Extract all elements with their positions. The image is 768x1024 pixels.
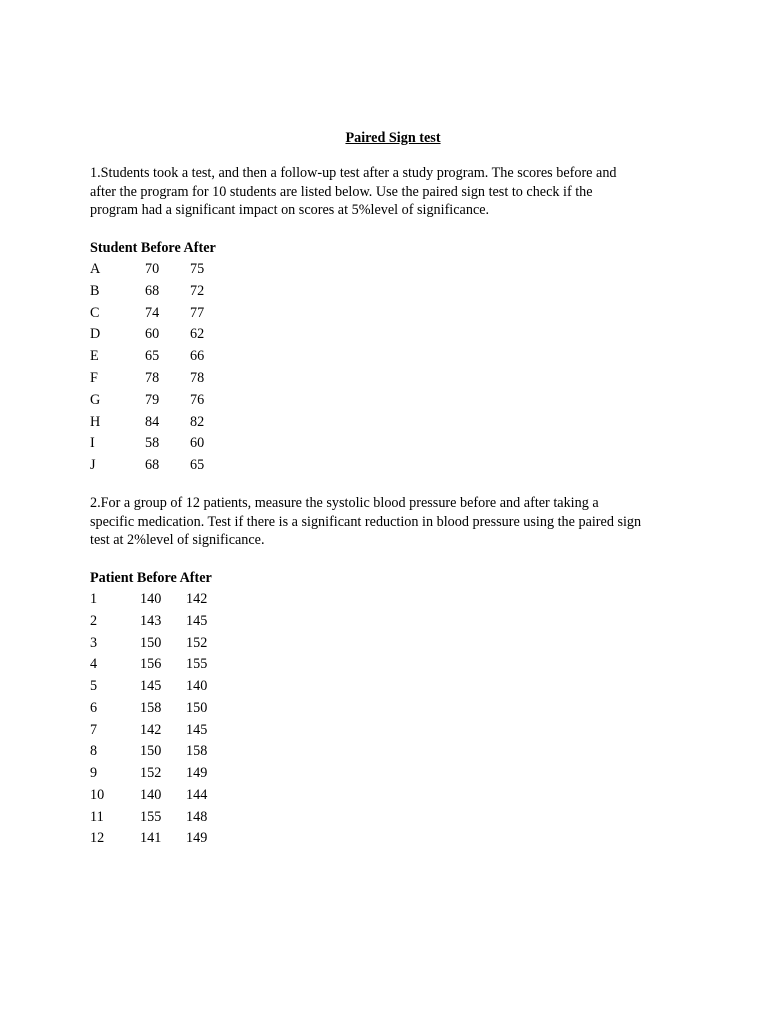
row-label: B	[90, 282, 100, 299]
before-value: 79	[145, 391, 160, 408]
row-label: 11	[90, 808, 104, 825]
before-value: 152	[140, 765, 162, 781]
row-label: I	[90, 435, 95, 452]
row-label: 12	[90, 830, 105, 847]
row-label: 7	[90, 721, 98, 738]
question-2-text	[90, 494, 641, 550]
after-value: 82	[190, 413, 205, 430]
row-label: 6	[90, 699, 98, 716]
before-value: 145	[140, 678, 162, 694]
after-value: 155	[186, 656, 208, 673]
after-value: 148	[186, 808, 208, 825]
after-value: 65	[190, 457, 205, 474]
after-value: 158	[186, 743, 208, 760]
after-value: 142	[186, 591, 208, 607]
before-value: 74	[145, 304, 160, 321]
after-value: 75	[190, 261, 205, 277]
question-2-table-header: Patient Before After	[90, 570, 212, 586]
after-value: 152	[186, 634, 208, 651]
before-value: 140	[140, 786, 162, 803]
row-label: 4	[90, 656, 98, 673]
after-value: 77	[190, 304, 205, 321]
before-value: 60	[145, 326, 160, 343]
row-label: C	[90, 304, 100, 321]
question-2-line: specific medication. Test if there is a significant reduction in blood pressure using the paired sign	[90, 513, 642, 530]
row-label: 9	[90, 765, 98, 781]
row-label: 3	[90, 634, 98, 651]
row-label: 2	[90, 612, 98, 629]
row-label: A	[90, 261, 101, 277]
before-value: 68	[145, 457, 160, 474]
row-label: G	[90, 391, 101, 408]
after-value: 140	[186, 678, 208, 694]
before-value: 156	[140, 656, 162, 673]
before-value: 155	[140, 808, 162, 825]
row-label: E	[90, 348, 99, 365]
before-value: 142	[140, 721, 162, 738]
after-value: 60	[190, 435, 205, 452]
before-value: 70	[145, 261, 160, 277]
row-label: F	[90, 369, 98, 386]
after-value: 78	[190, 369, 205, 386]
after-value: 149	[186, 830, 208, 847]
after-value: 150	[186, 699, 208, 716]
after-value: 145	[186, 721, 208, 738]
document-title: Paired Sign test	[345, 130, 441, 146]
row-label: H	[90, 413, 101, 430]
row-label: 8	[90, 743, 98, 760]
before-value: 65	[145, 348, 160, 365]
row-label: 5	[90, 678, 98, 694]
before-value: 58	[145, 435, 160, 452]
question-1-line: after the program for 10 students are listed below. Use the paired sign test to check if the	[90, 183, 593, 200]
question-1-line: program had a significant impact on scores at 5%level of significance.	[90, 202, 490, 218]
row-label: J	[90, 457, 96, 474]
question-1-text	[90, 164, 617, 220]
after-value: 145	[186, 612, 208, 629]
before-value: 84	[145, 413, 160, 430]
after-value: 76	[190, 391, 205, 408]
before-value: 68	[145, 282, 160, 299]
after-value: 72	[190, 282, 205, 299]
before-value: 143	[140, 612, 162, 629]
question-2-line: test at 2%level of significance.	[90, 532, 265, 548]
before-value: 141	[140, 830, 162, 847]
before-value: 78	[145, 369, 160, 386]
after-value: 149	[186, 765, 208, 781]
question-1-table-header: Student Before After	[90, 240, 216, 256]
after-value: 62	[190, 326, 205, 343]
row-label: 10	[90, 786, 105, 803]
before-value: 150	[140, 743, 162, 760]
before-value: 158	[140, 699, 162, 716]
before-value: 150	[140, 634, 162, 651]
question-2-line: 2.For a group of 12 patients, measure the systolic blood pressure before and after taking a	[90, 495, 599, 511]
question-1-line: 1.Students took a test, and then a follow-up test after a study program. The scores before and	[90, 165, 617, 181]
after-value: 144	[186, 786, 208, 803]
row-label: 1	[90, 591, 98, 607]
row-label: D	[90, 326, 101, 343]
before-value: 140	[140, 591, 162, 607]
after-value: 66	[190, 348, 205, 365]
